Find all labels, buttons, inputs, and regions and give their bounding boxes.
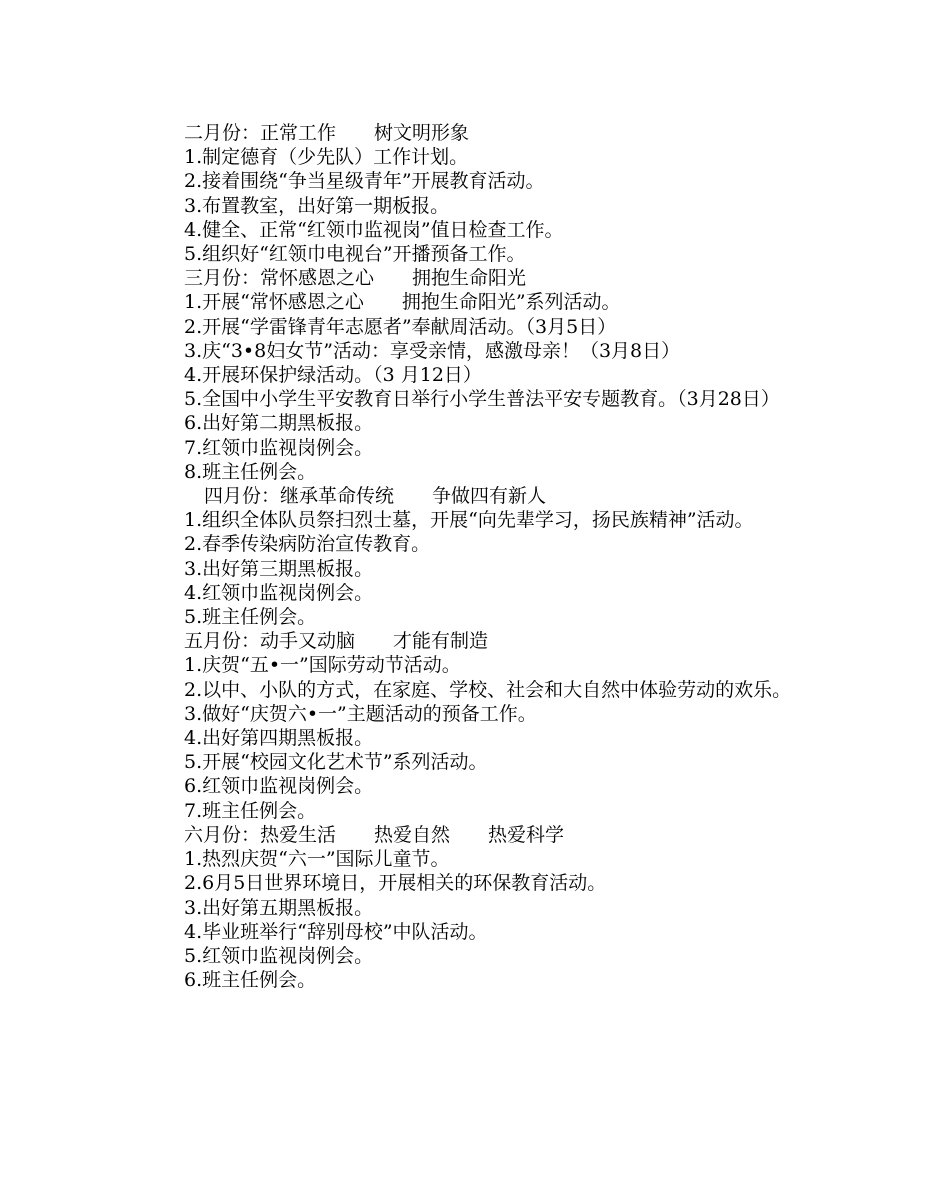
list-item: 6.班主任例会。 <box>184 969 317 992</box>
list-item: 2.以中、小队的方式，在家庭、学校、社会和大自然中体验劳动的欢乐。 <box>184 678 792 701</box>
list-item: 2.6月5日世界环境日，开展相关的环保教育活动。 <box>184 872 607 895</box>
section-heading-june: 六月份：热爱生活 热爱自然 热爱科学 <box>184 823 565 846</box>
list-item: 8.班主任例会。 <box>184 460 317 483</box>
list-item: 5.开展“校园文化艺术节”系列活动。 <box>184 751 488 774</box>
list-item: 7.班主任例会。 <box>184 799 317 822</box>
list-item: 7.红领巾监视岗例会。 <box>184 436 374 459</box>
list-item: 6.红领巾监视岗例会。 <box>184 775 374 798</box>
list-item: 2.春季传染病防治宣传教育。 <box>184 533 431 556</box>
list-item: 3.出好第五期黑板报。 <box>184 896 374 919</box>
list-item: 5.组织好“红领巾电视台”开播预备工作。 <box>184 243 526 266</box>
list-item: 2.开展“学雷锋青年志愿者”奉献周活动。（3月5日） <box>184 315 617 338</box>
list-item: 4.健全、正常“红领巾监视岗”值日检查工作。 <box>184 218 564 241</box>
list-item: 5.班主任例会。 <box>184 606 317 629</box>
list-item: 1.庆贺“五•一”国际劳动节活动。 <box>184 654 461 677</box>
list-item: 3.庆“3•8妇女节”活动：享受亲情，感激母亲！（3月8日） <box>184 339 681 362</box>
list-item: 1.开展“常怀感恩之心 拥抱生命阳光”系列活动。 <box>184 291 621 314</box>
list-item: 1.热烈庆贺“六一”国际儿童节。 <box>184 848 450 871</box>
list-item: 3.出好第三期黑板报。 <box>184 557 374 580</box>
section-heading-march: 三月份：常怀感恩之心 拥抱生命阳光 <box>184 267 527 290</box>
section-heading-may: 五月份：动手又动脑 才能有制造 <box>184 630 489 653</box>
list-item: 4.红领巾监视岗例会。 <box>184 581 374 604</box>
list-item: 6.出好第二期黑板报。 <box>184 412 374 435</box>
list-item: 1.组织全体队员祭扫烈士墓，开展“向先辈学习，扬民族精神”活动。 <box>184 509 754 532</box>
list-item: 2.接着围绕“争当星级青年”开展教育活动。 <box>184 170 545 193</box>
list-item: 3.做好“庆贺六•一”主题活动的预备工作。 <box>184 702 537 725</box>
list-item: 5.全国中小学生平安教育日举行小学生普法平安专题教育。（3月28日） <box>184 388 780 411</box>
list-item: 3.布置教室，出好第一期板报。 <box>184 194 450 217</box>
section-heading-april: 四月份：继承革命传统 争做四有新人 <box>204 485 547 508</box>
list-item: 5.红领巾监视岗例会。 <box>184 944 374 967</box>
list-item: 1.制定德育（少先队）工作计划。 <box>184 146 469 169</box>
list-item: 4.毕业班举行“辞别母校”中队活动。 <box>184 920 488 943</box>
section-heading-february: 二月份：正常工作 树文明形象 <box>184 122 470 144</box>
document-body <box>140 121 820 992</box>
list-item: 4.开展环保护绿活动。（3 月12日） <box>184 364 482 387</box>
list-item: 4.出好第四期黑板报。 <box>184 727 374 750</box>
